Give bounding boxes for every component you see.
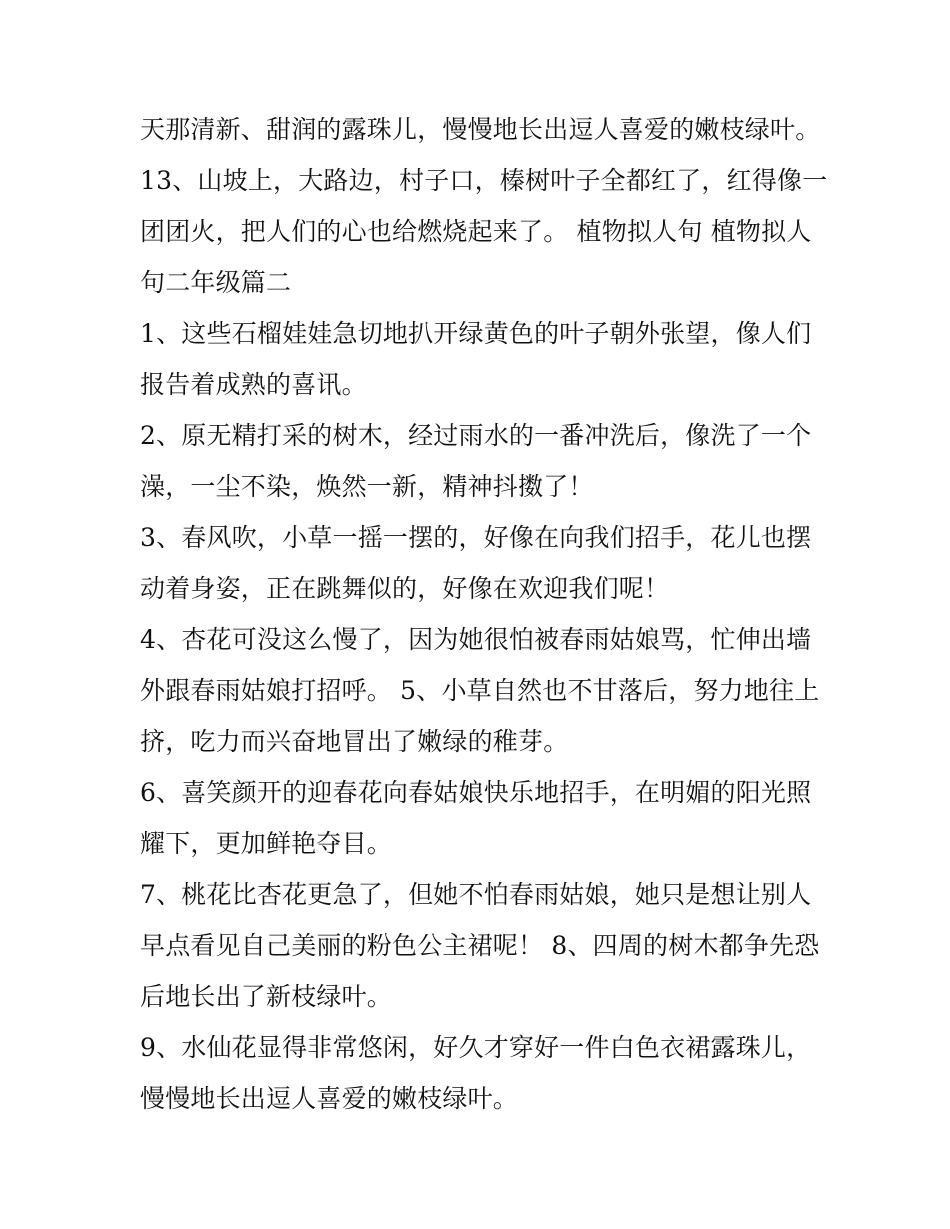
text-line-19: 9、水仙花显得非常悠闲，好久才穿好一件白色衣裙露珠儿， — [140, 1033, 812, 1062]
text-line-20: 慢慢地长出逗人喜爱的嫩枝绿叶。 — [140, 1084, 519, 1113]
text-line-18: 后地长出了新枝绿叶。 — [140, 982, 393, 1011]
text-line-7: 2、原无精打采的树木，经过雨水的一番冲洗后，像洗了一个 — [140, 421, 812, 450]
text-line-10: 动着身姿，正在跳舞似的，好像在欢迎我们呢！ — [140, 574, 670, 603]
text-line-16: 7、桃花比杏花更急了，但她不怕春雨姑娘，她只是想让别人 — [140, 880, 812, 909]
text-line-3: 团团火，把人们的心也给燃烧起来了。 植物拟人句 植物拟人 — [140, 217, 812, 246]
text-line-8: 澡，一尘不染，焕然一新，精神抖擞了！ — [140, 472, 594, 501]
document-page — [140, 104, 828, 1124]
text-line-17: 早点看见自己美丽的粉色公主裙呢！ 8、四周的树木都争先恐 — [140, 931, 820, 960]
text-line-15: 耀下，更加鲜艳夺目。 — [140, 829, 393, 858]
text-line-13: 挤，吃力而兴奋地冒出了嫩绿的稚芽。 — [140, 727, 569, 756]
text-line-14: 6、喜笑颜开的迎春花向春姑娘快乐地招手，在明媚的阳光照 — [140, 778, 812, 807]
text-line-12: 外跟春雨姑娘打招呼。 5、小草自然也不甘落后，努力地往上 — [140, 676, 820, 705]
text-line-5: 1、这些石榴娃娃急切地扒开绿黄色的叶子朝外张望，像人们 — [140, 319, 812, 348]
text-line-11: 4、杏花可没这么慢了，因为她很怕被春雨姑娘骂，忙伸出墙 — [140, 625, 812, 654]
text-line-4: 句二年级篇二 — [140, 268, 292, 297]
text-line-2: 13、山坡上，大路边，村子口，榛树叶子全都红了，红得像一 — [140, 166, 828, 195]
text-line-6: 报告着成熟的喜讯。 — [140, 370, 367, 399]
text-line-9: 3、春风吹，小草一摇一摆的，好像在向我们招手，花儿也摆 — [140, 523, 812, 552]
text-line-1: 天那清新、甜润的露珠儿，慢慢地长出逗人喜爱的嫩枝绿叶。 — [140, 115, 821, 144]
